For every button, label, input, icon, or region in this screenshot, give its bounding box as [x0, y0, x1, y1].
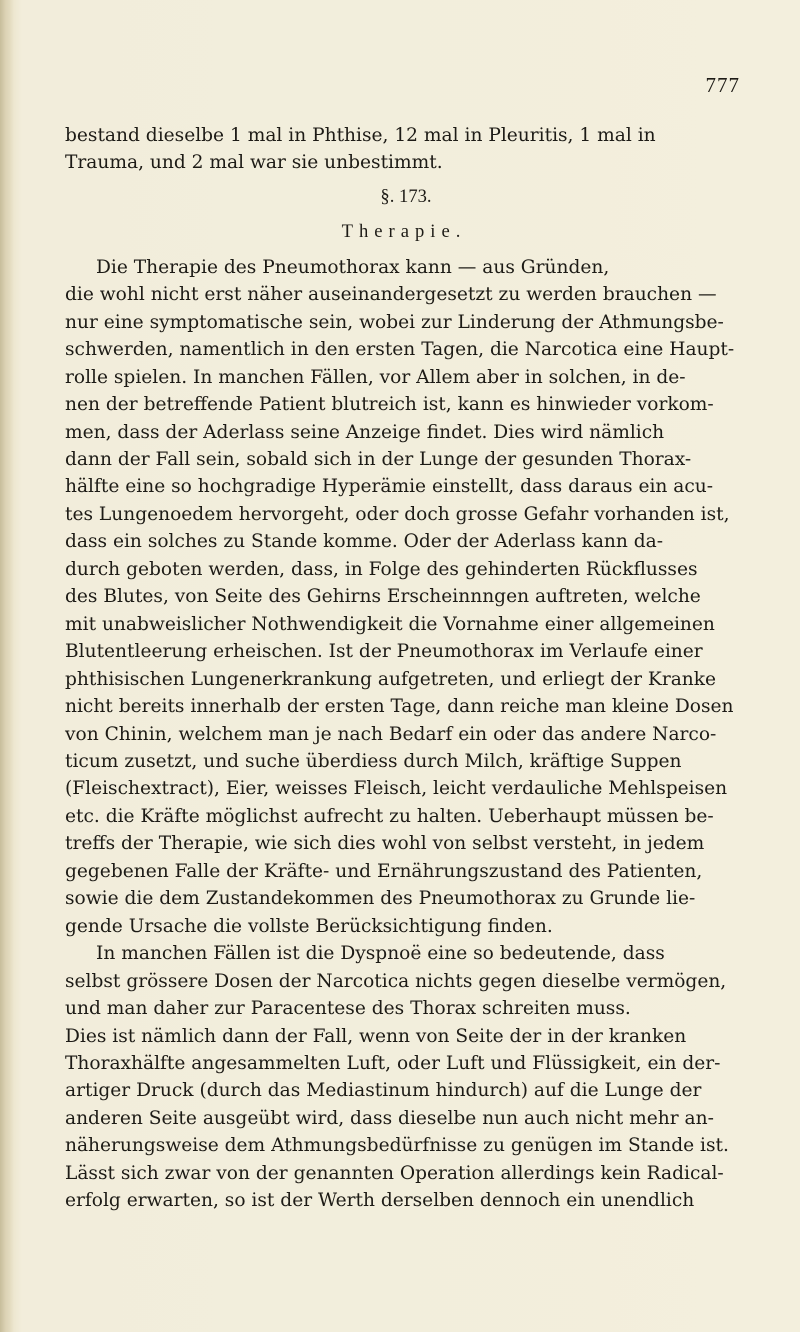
- text-line: phthisischen Lungenerkrankung aufgetreten, und erliegt der Kranke: [65, 668, 717, 690]
- text-line: bestand dieselbe 1 mal in Phthise, 12 mal in Pleuritis, 1 mal in: [65, 125, 656, 146]
- body-text: [65, 122, 741, 1215]
- text-line: selbst grössere Dosen der Narcotica nichts gegen dieselbe vermögen,: [65, 970, 727, 992]
- text-line: dass ein solches zu Stande komme. Oder der Aderlass kann da-: [65, 531, 664, 553]
- text-line: durch geboten werden, dass, in Folge des gehinderten Rückflusses: [65, 558, 698, 580]
- text-line: von Chinin, welchem man je nach Bedarf ein oder das andere Narco-: [65, 723, 717, 745]
- text-line: artiger Druck (durch das Mediastinum hindurch) auf die Lunge der: [65, 1080, 702, 1102]
- text-line: rolle spielen. In manchen Fällen, vor Allem aber in solchen, in de-: [65, 366, 686, 388]
- text-line: gegebenen Falle der Kräfte- und Ernährungszustand des Patienten,: [65, 860, 703, 882]
- text-line: Lässt sich zwar von der genannten Operation allerdings kein Radical-: [65, 1162, 724, 1184]
- text-line: dann der Fall sein, sobald sich in der Lunge der gesunden Thorax-: [65, 448, 692, 470]
- text-line: gende Ursache die vollste Berücksichtigung finden.: [65, 915, 553, 937]
- paragraph-first-line: Die Therapie des Pneumothorax kann — aus Gründen,: [96, 256, 610, 278]
- text-line: Trauma, und 2 mal war sie unbestimmt.: [65, 152, 443, 174]
- text-line: ticum zusetzt, und suche überdiess durch Milch, kräftige Suppen: [65, 750, 682, 772]
- text-line: nicht bereits innerhalb der ersten Tage, dann reiche man kleine Dosen: [65, 696, 734, 718]
- text-line: erfolg erwarten, so ist der Werth derselben dennoch ein unendlich: [65, 1190, 695, 1212]
- page-number: 777: [705, 73, 740, 97]
- text-line: schwerden, namentlich in den ersten Tagen, die Narcotica eine Haupt-: [65, 339, 735, 361]
- text-line: des Blutes, von Seite des Gehirns Erscheinnngen auftreten, welche: [65, 586, 701, 608]
- text-line: die wohl nicht erst näher auseinandergesetzt zu werden brauchen —: [65, 284, 717, 306]
- text-line: (Fleischextract), Eier, weisses Fleisch, leicht verdauliche Mehlspeisen: [65, 778, 728, 800]
- text-line: Dies ist nämlich dann der Fall, wenn von Seite der in der kranken: [65, 1025, 687, 1047]
- text-line: anderen Seite ausgeübt wird, dass dieselbe nun auch nicht mehr an-: [65, 1107, 714, 1129]
- text-line: nur eine symptomatische sein, wobei zur Linderung der Athmungsbe-: [65, 311, 724, 333]
- text-line: hälfte eine so hochgradige Hyperämie einstellt, dass daraus ein acu-: [65, 476, 714, 498]
- section-number: §. 173.: [380, 185, 432, 207]
- text-line: nen der betreffende Patient blutreich ist, kann es hinwieder vorkom-: [65, 394, 714, 416]
- section-title: Therapie.: [341, 221, 467, 243]
- text-line: men, dass der Aderlass seine Anzeige findet. Dies wird nämlich: [65, 421, 665, 443]
- text-line: und man daher zur Paracentese des Thorax schreiten muss.: [65, 998, 631, 1020]
- text-line: Thoraxhälfte angesammelten Luft, oder Luft und Flüssigkeit, ein der-: [65, 1052, 721, 1074]
- page-gutter-shadow: [0, 0, 14, 1332]
- text-line: Blutentleerung erheischen. Ist der Pneumothorax im Verlaufe einer: [65, 641, 703, 663]
- text-line: etc. die Kräfte möglichst aufrecht zu halten. Ueberhaupt müssen be-: [65, 805, 714, 827]
- text-line: tes Lungenoedem hervorgeht, oder doch grosse Gefahr vorhanden ist,: [65, 503, 730, 525]
- text-line: näherungsweise dem Athmungsbedürfnisse zu genügen im Stande ist.: [65, 1135, 729, 1157]
- text-line: mit unabweislicher Nothwendigkeit die Vornahme einer allgemeinen: [65, 613, 715, 635]
- text-line: treffs der Therapie, wie sich dies wohl von selbst versteht, in jedem: [65, 833, 705, 855]
- text-line: sowie die dem Zustandekommen des Pneumothorax zu Grunde lie-: [65, 888, 696, 910]
- paragraph-first-line: In manchen Fällen ist die Dyspnoë eine so bedeutende, dass: [96, 943, 665, 965]
